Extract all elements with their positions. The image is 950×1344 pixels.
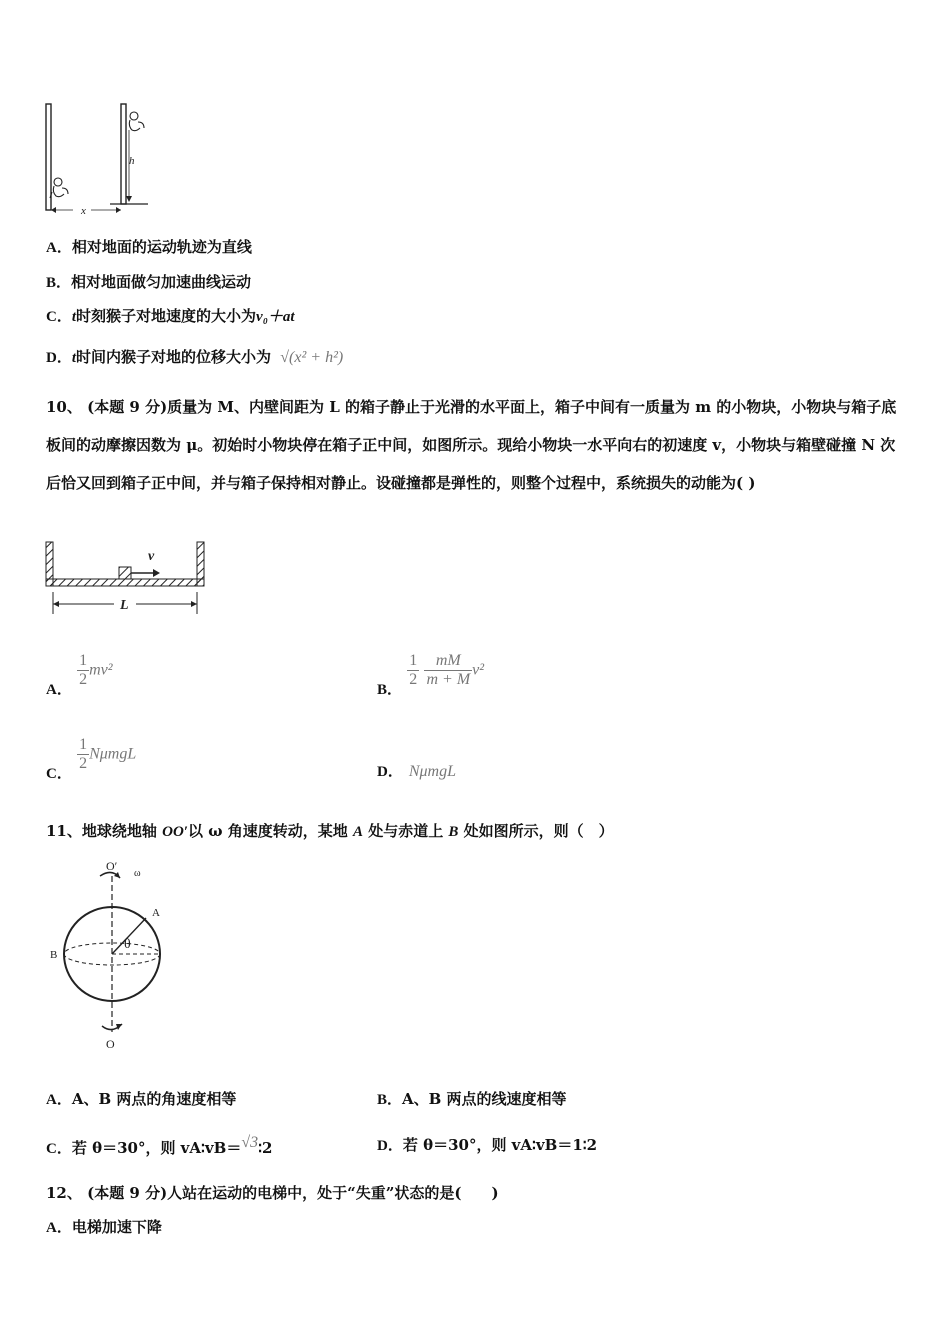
var-t: t (71, 309, 77, 325)
q10-option-d (377, 760, 456, 781)
option-label: D． (377, 1138, 403, 1154)
point-a-label: A (352, 824, 363, 840)
label-a: A (152, 907, 160, 919)
option-text: A、B 两点的线速度相等 (402, 1090, 567, 1108)
q10-option-b (377, 652, 484, 699)
option-text: A、B 两点的角速度相等 (71, 1090, 237, 1108)
label-h: h (129, 155, 135, 167)
q11-option-d (377, 1134, 597, 1155)
option-text: 电梯加速下降 (71, 1218, 162, 1236)
formula-sqrt: √3 (241, 1134, 259, 1151)
label-L: L (120, 598, 129, 613)
option-label: A． (46, 1092, 72, 1108)
var-t: t (71, 350, 77, 366)
option-text: 时刻猴子对地速度的大小为 (76, 307, 257, 325)
formula: v₀＋at (256, 309, 295, 325)
monkey-icon (129, 112, 144, 131)
q12-stem: 12、 (本题 9 分)人站在运动的电梯中，处于“失重”状态的是( ) (46, 1184, 499, 1202)
label-omega: ω (134, 868, 141, 879)
q9-option-d (46, 346, 343, 367)
fraction: $\frac{1}{2}$ (79, 736, 88, 772)
label-o: O (106, 1037, 115, 1051)
label-b: B (50, 949, 58, 961)
option-text: 若 θ＝30°，则 vA∶vB＝1∶2 (402, 1136, 598, 1154)
option-label: C． (46, 766, 72, 782)
option-label: A． (46, 240, 72, 256)
option-text: 若 θ＝30°，则 vA∶vB＝ (71, 1139, 242, 1157)
q11-option-b (377, 1088, 567, 1109)
q10-figure (40, 536, 220, 616)
option-text: 相对地面做匀加速曲线运动 (71, 273, 252, 291)
q11-option-c (46, 1134, 272, 1158)
q12-option-a (46, 1216, 162, 1237)
q9-option-c (46, 305, 295, 326)
formula-sqrt: √(x² + h²) (280, 349, 344, 366)
label-x: x (81, 205, 86, 217)
option-text-tail: ∶2 (258, 1139, 273, 1157)
fraction: $\frac{1}{2}$ (409, 652, 418, 688)
q9-figure (40, 100, 160, 220)
formula: NμmgL (408, 763, 456, 780)
option-label: B． (46, 275, 72, 291)
monkey-icon (50, 178, 68, 198)
formula: mv² (89, 661, 113, 679)
q11-option-a (46, 1088, 236, 1109)
q10-option-a (46, 652, 113, 699)
option-label: A． (46, 1220, 72, 1236)
option-label: A． (46, 682, 72, 698)
q9-option-a (46, 236, 252, 257)
axis-label: OO′ (162, 824, 188, 840)
point-b-label: B (448, 824, 459, 840)
fraction: $\frac{1}{2}$ (79, 652, 88, 688)
fraction-mass: $\frac{mM}{m + M}$ (426, 652, 471, 688)
q11-earth-figure (40, 854, 180, 1054)
label-v: v (148, 549, 155, 564)
option-text: 相对地面的运动轨迹为直线 (71, 238, 252, 256)
option-label: C． (46, 309, 72, 325)
q11-stem: 11、地球绕地轴 OO′以 ω 角速度转动，某地 A 处与赤道上 B 处如图所示，则（ ） (46, 822, 614, 840)
option-label: B． (377, 682, 403, 698)
option-text: 时间内猴子对地的位移大小为 (76, 348, 272, 366)
label-theta: θ (124, 937, 131, 952)
option-label: C． (46, 1141, 72, 1157)
formula: NμmgL (89, 745, 137, 763)
q10-option-c (46, 736, 136, 783)
q10-stem: 10、 (本题 9 分)质量为 M、内壁间距为 L 的箱子静止于光滑的水平面上，箱子中间有一质量为 m 的小物块，小物块与箱子底板间的动摩擦因数为 μ。初始时小物块停在箱子正中间，如图所示。现给小物块一水平向右的初速度 v，小物块与箱壁碰撞 N 次后恰又回到箱子正中间，并与箱子保持相对静止。设碰撞都是弹性的，则整个过程中，系统损失的动能为( ) (46, 398, 897, 492)
option-label: B． (377, 1092, 403, 1108)
option-label: D． (46, 350, 72, 366)
q9-option-b (46, 271, 251, 292)
option-label: D． (377, 764, 403, 780)
label-o-prime: O′ (106, 859, 118, 873)
formula: v² (472, 661, 485, 679)
